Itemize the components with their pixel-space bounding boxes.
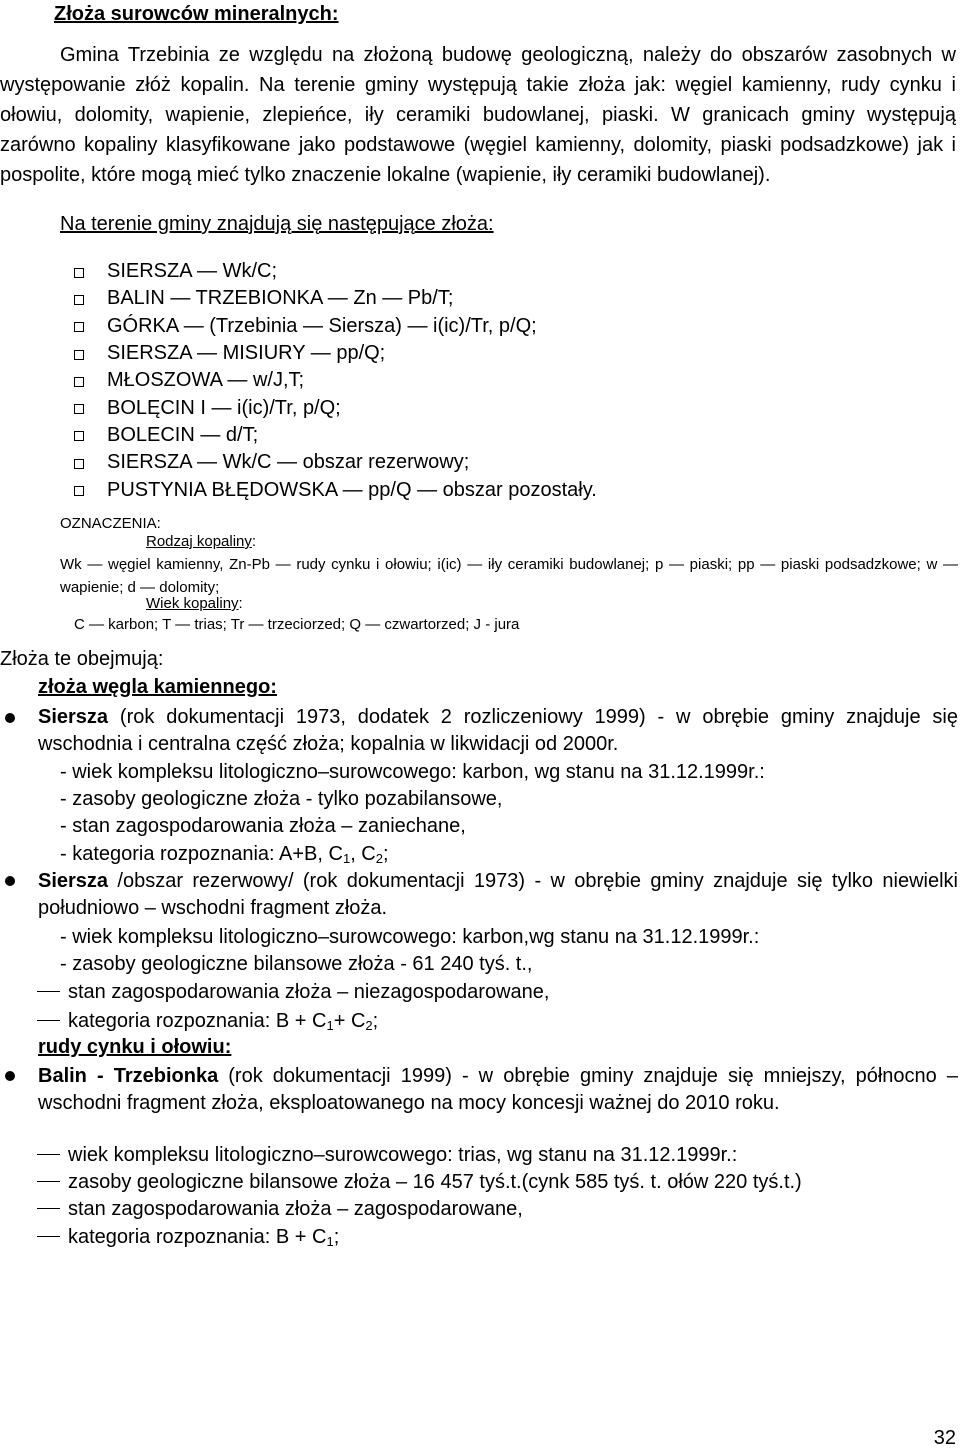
list-item: SIERSZA — Wk/C; <box>74 258 597 285</box>
dash-icon <box>37 1236 60 1237</box>
siersza-reserve-line-category: kategoria rozpoznania: $B + C_1+ C_2$; <box>37 1008 378 1035</box>
intro-paragraph: Gmina Trzebinia ze względu na złożoną budowę geologiczną, należy do obszarów zasobnych w występowanie złóż kopalin. Na terenie gminy występują takie złoża jak: węgiel kamienny, rudy cynku i ołowiu, dolomity, wapienie, zlepieńce, iły ceramiki budowlanej, piaski. W granicach gminy występują zarówno kopaliny klasyfikowane jako podstawowe (węgiel kamienny, dolomity, piaski podsadzkowe) jak i pospolite, które mogą mieć tylko znaczenie lokalne (wapienie, iły ceramiki budowlanej). <box>0 44 956 186</box>
siersza-paragraph: Siersza (rok dokumentacji 1973, dodatek 2 rozliczeniowy 1999) - w obrębie gminy znajduje się wschodnia i centralna część złoża; kopalnia w likwidacji od 2000r. <box>38 706 958 755</box>
list-item: MŁOSZOWA — w/J,T; <box>74 367 597 394</box>
section-title: Złoża surowców mineralnych: <box>54 3 339 25</box>
dash-icon <box>37 1181 60 1182</box>
checkbox-bullet-icon <box>74 268 84 278</box>
list-item: SIERSZA — MISIURY — pp/Q; <box>74 340 597 367</box>
deposits-heading: Na terenie gminy znajdują się następujące złoża: <box>60 213 494 235</box>
siersza-reserve-line-status: stan zagospodarowania złoża – niezagospodarowane, <box>37 979 549 1006</box>
list-item: BALIN — TRZEBIONKA — Zn — Pb/T; <box>74 285 597 312</box>
bullet-icon <box>5 713 15 723</box>
list-item: BOLECIN — d/T; <box>74 422 597 449</box>
siersza-line-status: - stan zagospodarowania złoża – zaniechane, <box>60 815 466 837</box>
dash-icon <box>37 1208 60 1209</box>
legend-type-label: Rodzaj kopaliny: <box>146 533 257 550</box>
list-item: GÓRKA — (Trzebinia — Siersza) — i(ic)/Tr, p/Q; <box>74 313 597 340</box>
bullet-icon <box>5 876 15 886</box>
siersza-reserve-line-resources: - zasoby geologiczne bilansowe złoża - 61 240 tyś. t., <box>60 953 533 975</box>
zinc-heading: rudy cynku i ołowiu: <box>38 1036 232 1058</box>
checkbox-bullet-icon <box>74 459 84 469</box>
coal-heading: złoża węgla kamiennego: <box>38 676 277 698</box>
legend-age-text: C — karbon; T — trias; Tr — trzeciorzed; Q — czwartorzed; J - jura <box>74 616 520 633</box>
siersza-reserve-paragraph: Siersza /obszar rezerwowy/ (rok dokumentacji 1973) - w obrębie gminy znajduje się tylko niewielki południowo – wschodni fragment złoża. <box>38 870 958 919</box>
legend-age-label: Wiek kopaliny: <box>146 595 243 612</box>
checkbox-bullet-icon <box>74 431 84 441</box>
legend-type-text: Wk — węgiel kamienny, Zn-Pb — rudy cynku i ołowiu; i(ic) — iły ceramiki budowlanej; p — piaski; pp — piaski podsadzkowe; w — wapienie; d — dolomity; <box>60 556 958 596</box>
balin-line-status: stan zagospodarowania złoża – zagospodarowane, <box>37 1196 523 1223</box>
dash-icon <box>37 1020 60 1021</box>
bullet-icon <box>5 1071 15 1081</box>
checkbox-bullet-icon <box>74 295 84 305</box>
balin-line-category: kategoria rozpoznania: $B + C_1$; <box>37 1224 339 1251</box>
list-item: SIERSZA — Wk/C — obszar rezerwowy; <box>74 449 597 476</box>
siersza-reserve-line-age: - wiek kompleksu litologiczno–surowcowego: karbon,wg stanu na 31.12.1999r.: <box>60 926 760 948</box>
checkbox-bullet-icon <box>74 350 84 360</box>
covers-label: Złoża te obejmują: <box>0 648 164 670</box>
siersza-line-age: - wiek kompleksu litologiczno–surowcowego: karbon, wg stanu na 31.12.1999r.: <box>60 761 765 783</box>
page-number: 32 <box>933 1427 956 1449</box>
deposits-list <box>74 258 597 504</box>
checkbox-bullet-icon <box>74 377 84 387</box>
balin-line-age: wiek kompleksu litologiczno–surowcowego: trias, wg stanu na 31.12.1999r.: <box>37 1142 737 1169</box>
balin-line-resources: zasoby geologiczne bilansowe złoża – 16 457 tyś.t.(cynk 585 tyś. t. ołów 220 tyś.t.) <box>37 1169 802 1196</box>
legend-label: OZNACZENIA: <box>60 515 161 532</box>
balin-paragraph: Balin - Trzebionka (rok dokumentacji 1999) - w obrębie gminy znajduje się mniejszy, północno – wschodni fragment złoża, eksploatowanego na mocy koncesji ważnej do 2010 roku. <box>38 1065 958 1114</box>
siersza-line-category: - kategoria rozpoznania: A+B, $C_1$, $C_2$; <box>60 843 389 866</box>
list-item: BOLĘCIN I — i(ic)/Tr, p/Q; <box>74 394 597 421</box>
list-item: PUSTYNIA BŁĘDOWSKA — pp/Q — obszar pozostały. <box>74 476 597 503</box>
checkbox-bullet-icon <box>74 404 84 414</box>
dash-icon <box>37 991 60 992</box>
dash-icon <box>37 1154 60 1155</box>
siersza-line-resources: - zasoby geologiczne złoża - tylko pozabilansowe, <box>60 788 503 810</box>
checkbox-bullet-icon <box>74 322 84 332</box>
checkbox-bullet-icon <box>74 486 84 496</box>
